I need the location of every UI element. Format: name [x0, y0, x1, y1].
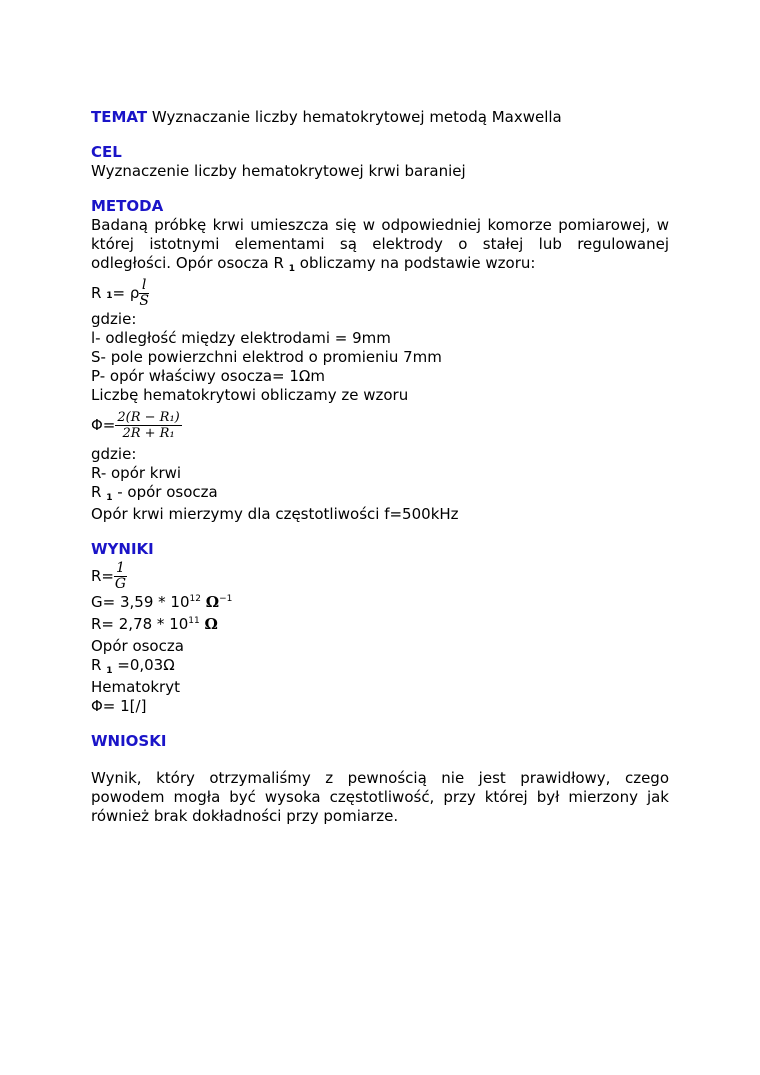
- metoda-paragraph-text: Badaną próbkę krwi umieszcza się w odpowiedniej komorze pomiarowej, w której istotnymi elementami są elektrody o stałej lub regulowanej odległości. Opór osocza R: [91, 216, 669, 272]
- fraction-l-over-s: [139, 278, 149, 309]
- definition-p: P- opór właściwy osocza= 1Ωm: [91, 367, 326, 385]
- fraction-denominator: G: [114, 575, 127, 592]
- result-r1-value: =0,03Ω: [112, 656, 175, 674]
- temat-text: Wyznaczanie liczby hematokrytowej metodą Maxwella: [151, 108, 562, 126]
- opor-osocza-label: Opór osocza: [91, 637, 184, 655]
- formula-r1: [91, 276, 669, 310]
- result-r: [91, 615, 669, 637]
- fraction-numerator: l: [139, 278, 149, 294]
- liczbe-text: Liczbę hematokrytowi obliczamy ze wzoru: [91, 386, 409, 404]
- superscript: −1: [219, 594, 233, 604]
- subscript: 1: [106, 666, 113, 676]
- metoda-paragraph-end: obliczamy na podstawie wzoru:: [299, 254, 536, 272]
- fraction-one-over-g: [114, 561, 127, 592]
- metoda-paragraph: [91, 216, 669, 276]
- cel-text: Wyznaczenie liczby hematokrytowej krwi baraniej: [91, 162, 466, 180]
- formula-r-equals: [91, 559, 669, 593]
- wnioski-text: Wynik, który otrzymaliśmy z pewnością nie jest prawidłowy, czego powodem mogła być wysoka częstotliwość, przy której był mierzony jak również brak dokładności przy pomiarze.: [91, 769, 669, 825]
- fraction-denominator: S: [139, 292, 149, 309]
- fraction-numerator: 1: [116, 559, 125, 576]
- fraction-hematocrit: [115, 410, 181, 441]
- fraction-numerator: 2(R − R₁): [117, 409, 180, 425]
- gdzie-label: gdzie:: [91, 445, 137, 463]
- formula-lhs: Φ=: [91, 415, 116, 434]
- formula-lhs: R: [91, 283, 102, 302]
- formula-phi: [91, 405, 669, 445]
- superscript: 12: [189, 594, 201, 604]
- result-phi: Φ= 1[/]: [91, 697, 147, 715]
- hematokryt-label: Hematokryt: [91, 678, 180, 696]
- result-r1-symbol: R: [91, 656, 102, 674]
- omega-unit: Ω: [205, 593, 220, 611]
- wyniki-heading: WYNIKI: [91, 540, 154, 558]
- cel-heading: CEL: [91, 143, 122, 161]
- definition-s: S- pole powierzchni elektrod o promieniu 7mm: [91, 348, 442, 366]
- subscript: 1: [106, 493, 113, 503]
- temat-line: [91, 108, 669, 127]
- superscript: 11: [188, 616, 200, 626]
- temat-heading: TEMAT: [91, 108, 148, 126]
- definition-r: R- opór krwi: [91, 464, 182, 482]
- result-g-value: G= 3,59 * 10: [91, 593, 190, 611]
- formula-lhs: R=: [91, 566, 114, 585]
- formula-equals-rho: = ρ: [112, 283, 140, 302]
- definition-r1-text: - opór osocza: [112, 483, 218, 501]
- wnioski-heading: WNIOSKI: [91, 732, 167, 750]
- definition-l: l- odległość między elektrodami = 9mm: [91, 329, 391, 347]
- result-r1: [91, 656, 669, 678]
- metoda-heading: METODA: [91, 197, 164, 215]
- subscript: 1: [106, 290, 113, 301]
- result-g: [91, 593, 669, 615]
- frequency-text: Opór krwi mierzymy dla częstotliwości f=500kHz: [91, 505, 459, 523]
- subscript: 1: [288, 264, 295, 274]
- omega-unit: Ω: [204, 615, 218, 633]
- definition-r1-symbol: R: [91, 483, 102, 501]
- document-body: [91, 108, 669, 826]
- definition-r1: [91, 483, 669, 505]
- fraction-denominator: 2R + R₁: [122, 425, 175, 441]
- result-r-value: R= 2,78 * 10: [91, 615, 189, 633]
- gdzie-label: gdzie:: [91, 310, 137, 328]
